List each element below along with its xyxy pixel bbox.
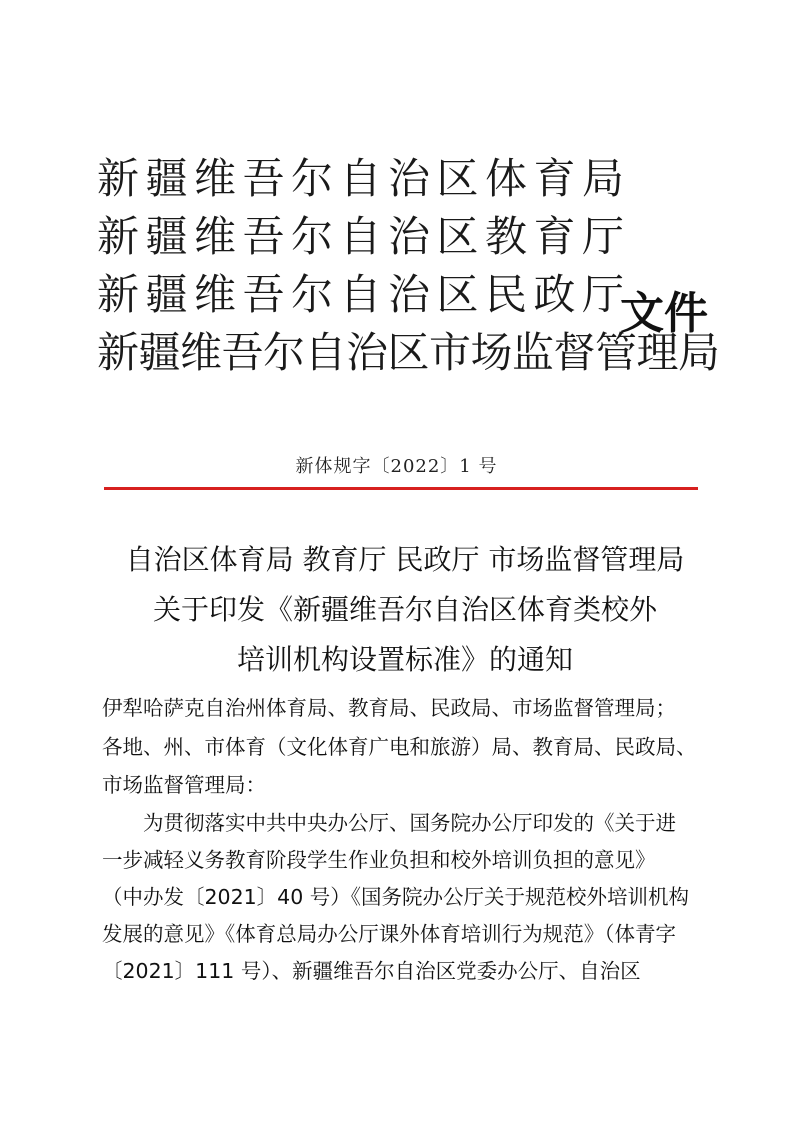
agency-market-supervision-bureau: 新疆维吾尔自治区市场监督管理局 <box>97 328 720 377</box>
red-divider-line <box>104 487 698 490</box>
document-suffix: 文件 <box>620 288 708 339</box>
body-paragraph-line: （中办发〔2021〕40 号）《国务院办公厅关于规范校外培训机构 <box>102 885 690 909</box>
recipient-line: 各地、州、市体育（文化体育广电和旅游）局、教育局、民政局、 <box>102 735 697 759</box>
recipient-line: 市场监督管理局： <box>102 773 266 797</box>
agency-sports-bureau: 新疆维吾尔自治区体育局 <box>97 154 631 203</box>
document-number: 新体规字〔2022〕1 号 <box>295 456 498 477</box>
title-line-3: 培训机构设置标准》的通知 <box>236 643 573 676</box>
recipient-line: 伊犁哈萨克自治州体育局、教育局、民政局、市场监督管理局； <box>102 696 676 720</box>
agency-education-dept: 新疆维吾尔自治区教育厅 <box>97 212 631 261</box>
document-header <box>97 150 737 382</box>
body-paragraph-line: 一步减轻义务教育阶段学生作业负担和校外培训负担的意见》 <box>102 848 656 872</box>
agency-civil-affairs-dept: 新疆维吾尔自治区民政厅 <box>97 270 631 319</box>
title-line-2: 关于印发《新疆维吾尔自治区体育类校外 <box>152 593 657 626</box>
title-line-1: 自治区体育局 教育厅 民政厅 市场监督管理局 <box>125 543 685 576</box>
body-paragraph-line: 〔2021〕111 号）、新疆维吾尔自治区党委办公厅、自治区 <box>102 959 641 983</box>
body-paragraph-line: 为贯彻落实中共中央办公厅、国务院办公厅印发的《关于进 <box>102 811 676 835</box>
body-paragraph-line: 发展的意见》《体育总局办公厅课外体育培训行为规范》（体青字 <box>102 922 676 946</box>
